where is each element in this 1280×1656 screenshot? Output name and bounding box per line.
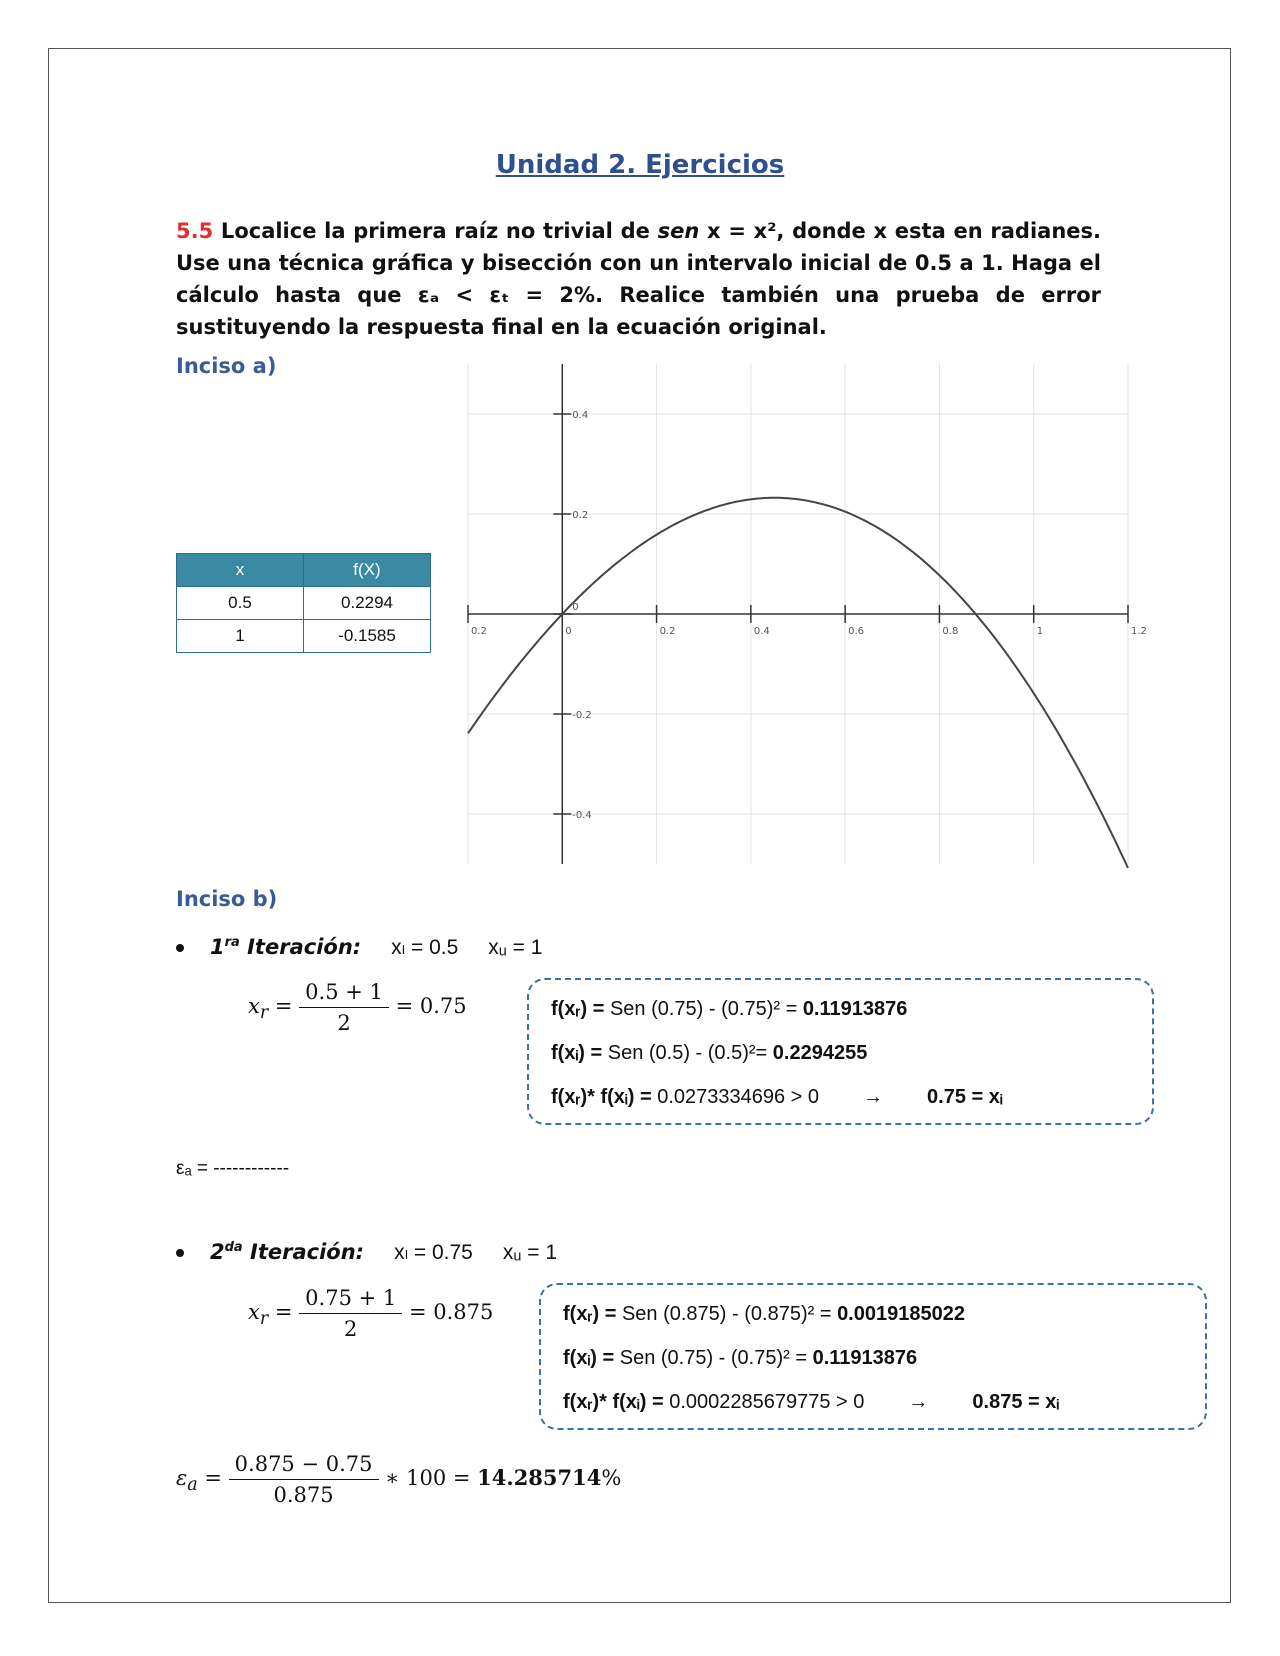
- iteration-1-xu: xᵤ = 1: [488, 936, 543, 959]
- page-title: Unidad 2. Ejercicios: [495, 150, 785, 180]
- iteration-2-header: [176, 1240, 557, 1265]
- iteration-1-label: $1^{ra}$ Iteración:: [210, 935, 362, 959]
- bullet-dot: [176, 1249, 184, 1257]
- x-tick-label: 0.8: [942, 626, 959, 637]
- table-cell: 0.5: [177, 587, 304, 620]
- iteration-1-xl: xₗ = 0.5: [391, 936, 459, 959]
- table-cell: 1: [177, 620, 304, 653]
- problem-text-before: Localice la primera raíz no trivial de: [213, 219, 658, 243]
- iteration-2-label: $2^{da}$ Iteración:: [210, 1240, 365, 1264]
- table-header-row: [177, 554, 431, 587]
- function-chart: [468, 364, 1147, 864]
- y-tick-label: 0.4: [572, 410, 589, 421]
- table-header-x: x: [177, 554, 304, 587]
- table-cell: 0.2294: [304, 587, 431, 620]
- iteration-2-eps-formula: $\varepsilon_a$ = $\frac{0.875 - 0.75}{0.875}$ ∗ 100 = 14.285714%: [176, 1452, 622, 1507]
- x-tick-label: 0: [565, 626, 572, 637]
- iteration-2-fxi: f(xᵢ) = Sen (0.75) - (0.75)² = 0.11913876: [563, 1347, 918, 1369]
- table-row: [177, 587, 431, 620]
- x-tick-label: 1.2: [1131, 626, 1147, 637]
- function-curve: [468, 498, 1128, 868]
- inciso-a-heading: Inciso a): [176, 354, 277, 378]
- problem-func: sen: [657, 219, 700, 243]
- iteration-2-box: [539, 1283, 1207, 1430]
- iteration-1-fxi: f(xᵢ) = Sen (0.5) - (0.5)²= 0.2294255: [551, 1042, 868, 1064]
- iteration-1-box: [527, 978, 1154, 1125]
- iteration-2-xl: xₗ = 0.75: [394, 1241, 473, 1264]
- iteration-2-fxr: f(xᵣ) = Sen (0.875) - (0.875)² = 0.0019185022: [563, 1303, 965, 1325]
- bullet-dot: [176, 944, 184, 952]
- table-header-fx: f(X): [304, 554, 431, 587]
- y-tick-label: -0.4: [572, 810, 592, 821]
- problem-text-after: x = x², donde x esta en radianes. Use una técnica gráfica y bisección con un intervalo inicial de 0.5 a 1. Haga el cálculo hasta que εₐ < εₜ = 2%. Realice también una prueba de error sustituyendo la respuesta final en la ecuación original.: [176, 219, 1102, 339]
- iteration-1-eps: εₐ = ------------: [176, 1158, 290, 1179]
- y-tick-label: 0.2: [572, 510, 589, 521]
- values-table: [176, 553, 431, 653]
- iteration-1-product: f(xᵣ)* f(xᵢ) = 0.0273334696 > 0 → 0.75 = xᵢ: [551, 1086, 1003, 1108]
- problem-number: 5.5: [176, 219, 214, 243]
- x-tick-label: 0.2: [659, 626, 676, 637]
- table-row: [177, 620, 431, 653]
- iteration-2-xr-formula: $x_r$ = $\frac{0.75 + 1}{2}$ = 0.875: [248, 1286, 494, 1341]
- y-tick-label: -0.2: [572, 710, 592, 721]
- inciso-b-heading: Inciso b): [176, 887, 278, 911]
- iteration-1-fxr: f(xᵣ) = Sen (0.75) - (0.75)² = 0.11913876: [551, 998, 908, 1020]
- iteration-1-header: [176, 935, 542, 960]
- iteration-2-product: f(xᵣ)* f(xᵢ) = 0.0002285679775 > 0 → 0.875 = xᵢ: [563, 1391, 1060, 1413]
- x-tick-label: 0.2: [471, 626, 487, 637]
- x-tick-label: 0.6: [848, 626, 865, 637]
- iteration-2-xu: xᵤ = 1: [502, 1241, 557, 1264]
- iteration-1-xr-formula: $x_r$ = $\frac{0.5 + 1}{2}$ = 0.75: [248, 980, 467, 1035]
- x-tick-label: 0.4: [753, 626, 770, 637]
- problem-statement: [176, 215, 1101, 343]
- y-tick-label: 0: [572, 602, 579, 613]
- x-tick-label: 1: [1036, 626, 1044, 637]
- table-cell: -0.1585: [304, 620, 431, 653]
